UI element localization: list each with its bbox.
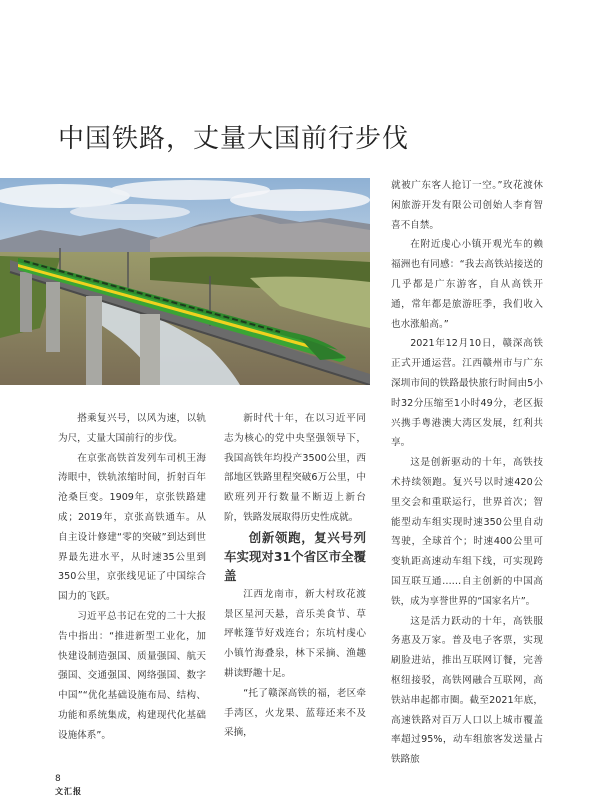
section-subheading: 创新领跑，复兴号列车实现对31个省区市全覆盖 (224, 529, 366, 583)
paragraph: 2021年12月10日，赣深高铁正式开通运营。江西赣州市与广东深圳市间的铁路最快旅行时间由5小时32分压缩至1小时49分，老区振兴携手粤港澳大湾区发展，红利共享。 (391, 338, 543, 449)
paragraph: 在京张高铁首发列车司机王海涛眼中，铁轨浓缩时间，折射百年沧桑巨变。1909年，京张铁路建成；2019年，京张高铁通车。从自主设计修建“零的突破”到达到世界最先进水平，从时速35公里到350公里，京张线见证了中国综合国力的飞跃。 (58, 452, 206, 603)
text-column-3 (391, 176, 543, 770)
paragraph: 就被广东客人抢订一空。”玫花渡休闲旅游开发有限公司创始人李育智喜不自禁。 (391, 180, 543, 231)
paragraph: 江西龙南市，新大村玫花渡景区星河天悬，音乐美食节、草坪帐篷节好戏连台；东坑村虔心小镇竹海叠泉，林下采摘、渔趣耕读野趣十足。 (224, 588, 366, 679)
paragraph: 在附近虔心小镇开观光车的赖福洲也有同感：“我去高铁站接送的几乎都是广东游客，自从高铁开通，常年都是旅游旺季，我们收入也水涨船高。” (391, 239, 543, 330)
text-column-2 (224, 409, 366, 743)
paragraph: 这是活力跃动的十年，高铁服务惠及万家。普及电子客票，实现刷脸进站，推出互联网订餐，完善枢纽接驳，高铁网融合互联网，高铁站串起都市圈。截至2021年底，高速铁路对百万人口以上城市覆盖率超过95%，动车组旅客发送量占铁路旅 (391, 615, 543, 766)
article-title: 中国铁路，丈量大国前行步伐 (58, 124, 410, 154)
magazine-name: 文汇报 (55, 787, 82, 796)
paragraph: 新时代十年，在以习近平同志为核心的党中央坚强领导下，我国高铁年均投产3500公里，西部地区铁路里程突破6万公里，中欧班列开行数量不断迈上新台阶，铁路发展取得历史性成就。 (224, 413, 366, 523)
paragraph: 这是创新驱动的十年，高铁技术持续领跑。复兴号以时速420公里交会和重联运行，世界首次；智能型动车组实现时速350公里自动驾驶，全球首个；时速400公里可变轨距高速动车组下线，可实现跨国互联互通……自主创新的中国高铁，成为享誉世界的“国家名片”。 (391, 457, 543, 607)
paragraph: 习近平总书记在党的二十大报告中指出：“推进新型工业化，加快建设制造强国、质量强国、航天强国、交通强国、网络强国、数字中国”“优化基础设施布局、结构、功能和系统集成，构建现代化基础设施体系”。 (58, 610, 206, 741)
high-speed-train-photo (0, 178, 370, 385)
paragraph: 搭乘复兴号，以风为速，以轨为尺，丈量大国前行的步伐。 (58, 413, 206, 444)
page-number: 8 (55, 774, 61, 784)
paragraph: “托了赣深高铁的福，老区牵手湾区，火龙果、蓝莓还来不及采摘， (224, 687, 366, 739)
text-column-1 (58, 409, 206, 746)
